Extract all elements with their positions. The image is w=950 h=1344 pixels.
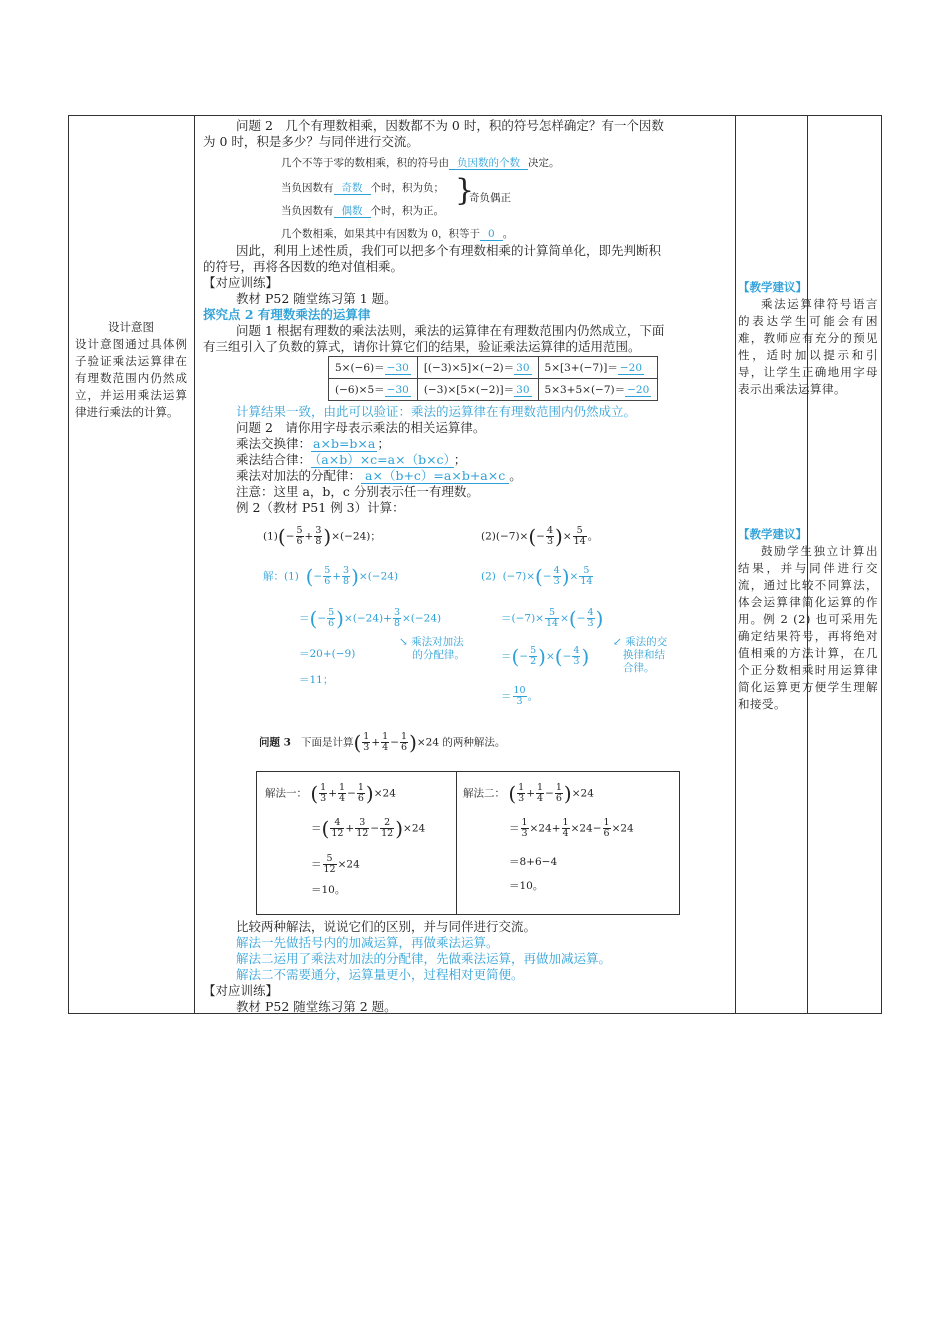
- answer-2: 解法二运用了乘法对加法的分配律，先做乘法运算，再做加减运算。: [236, 951, 612, 966]
- associative-law: 乘法结合律： （a×b）×c=a×（b×c） ；: [236, 452, 467, 467]
- method2-line1: 解法二： ( $\frac{1}{3}$ + $\frac{1}{4}$ − $\frac{1}{6}$ )×24: [463, 781, 594, 806]
- conclusion-line1: 因此，利用上述性质，我们可以把多个有理数相乘的计算简单化，即先判断积: [236, 243, 662, 258]
- method2-line3: ＝8+6−4: [509, 856, 558, 868]
- method1-line4: ＝10。: [311, 884, 346, 896]
- solution-2-line2: ＝(−7)× $\frac{5}{14}$ ×(− $\frac{4}{3}$ ): [501, 606, 604, 631]
- expression-table: [328, 356, 658, 401]
- table-cell: (−3)×[5×(−2)]＝ 30: [417, 379, 538, 401]
- table-row: [329, 357, 658, 379]
- law-answer: a×（b+c）=a×b+a×c: [361, 468, 509, 484]
- solutions-divider: [456, 772, 457, 914]
- law-answer: （a×b）×c=a×（b×c）: [311, 452, 454, 468]
- even-rule-text: 当负因数有: [281, 205, 334, 217]
- odd-rule-text: 当负因数有: [281, 182, 334, 194]
- law-label: 乘法对加法的分配律：: [236, 468, 362, 483]
- zero-rule: 几个数相乘，如果其中有因数为 0，积等于 0 。: [281, 228, 514, 240]
- zero-rule-answer: 0: [480, 228, 503, 241]
- method1-line2: ＝( $\frac{4}{12}$ + $\frac{3}{12}$ − $\frac{2}{12}$ )×24: [311, 816, 426, 841]
- conclusion-line2: 的符号，再将各因数的绝对值相乘。: [203, 259, 404, 274]
- example-title: 例 2（教材 P51 例 3）计算：: [236, 500, 405, 515]
- explore-q1-line1: 问题 1 根据有理数的乘法法则，乘法的运算律在有理数范围内仍然成立，下面: [236, 323, 665, 338]
- odd-rule-answer: 奇数: [334, 182, 371, 195]
- design-intent-text: 设计意图通过具体例子验证乘法运算律在有理数范围内仍然成立，并运用乘法运算律进行乘法的计算。: [75, 337, 187, 419]
- explore-q1-line2: 有三组引入了负数的算式，请你计算它们的结果，验证乘法运算律的适用范围。: [203, 339, 641, 354]
- solution-1-line3: ＝20+(−9): [299, 648, 356, 660]
- q3-statement: 问题 3 下面是计算( $\frac{1}{3}$ + $\frac{1}{4}$ − $\frac{1}{6}$ )×24 的两种解法。: [259, 730, 506, 755]
- table-cell: 5×3+5×(−7)＝ −20: [538, 379, 658, 401]
- lesson-table: [68, 115, 882, 1014]
- solution-2-line1: (2) (−7)×(− $\frac{4}{3}$ )× $\frac{5}{14}$: [481, 564, 593, 589]
- compare-text: 比较两种解法，说说它们的区别，并与同伴进行交流。: [236, 919, 537, 934]
- example-problem-2: (2)(−7)×(− $\frac{4}{3}$ )× $\frac{5}{14}$ 。: [481, 524, 599, 549]
- sign-rule-end: 决定。: [528, 157, 560, 169]
- zero-rule-text: 几个数相乘，如果其中有因数为 0，积等于: [281, 228, 481, 240]
- law-label: 乘法结合律：: [236, 452, 312, 467]
- verify-text: 计算结果一致，由此可以验证：乘法的运算律在有理数范围内仍然成立。: [236, 404, 637, 419]
- law-label: 乘法交换律：: [236, 436, 312, 451]
- tip-body: 乘法运算律符号语言的表达学生可能会有困难，教师应有充分的预见性，适时加以提示和引导，让学生正确地用字母表示出乘法运算律。: [738, 297, 878, 396]
- tip-body: 鼓励学生独立计算出结果，并与同伴进行交流，通过比较不同算法，体会运算律简化运算的作用。例 2 (2) 也可采用先确定结果符号，再将绝对值相乘的方法计算，在几个正分数相乘时用运算律简化运算更方便学生理解和接受。: [738, 544, 878, 711]
- teaching-tip-1: [738, 279, 878, 398]
- example-problem-1: (1)(− $\frac{5}{6}$ + $\frac{3}{8}$ )×(−24)；: [263, 524, 381, 549]
- method2-line2: ＝ $\frac{1}{3}$ ×24+ $\frac{1}{4}$ ×24− $\frac{1}{6}$ ×24: [509, 817, 634, 839]
- answer-3: 解法二不需要通分，运算量更小，过程相对更简便。: [236, 967, 524, 982]
- answer-1: 解法一先做括号内的加减运算，再做乘法运算。: [236, 935, 499, 950]
- odd-rule-end: 个时，积为负；: [370, 182, 444, 194]
- training-label: 【对应训练】: [203, 275, 279, 290]
- solution-2-note: ↙ 乘法的交 换律和结 合律。: [613, 636, 668, 674]
- even-rule-end: 个时，积为正。: [370, 205, 444, 217]
- training2-label: 【对应训练】: [203, 983, 279, 998]
- brace-symbol: }: [455, 173, 475, 208]
- table-cell: 5×[3+(−7)]＝ −20: [538, 357, 658, 379]
- solution-2-line3: ＝(− $\frac{5}{2}$ )×(− $\frac{4}{3}$ ): [501, 644, 590, 669]
- column-divider: [735, 116, 736, 1013]
- method1-line3: ＝ $\frac{5}{12}$ ×24: [311, 853, 360, 875]
- q2-line2: 为 0 时，积是多少？与同伴进行交流。: [203, 134, 419, 149]
- sign-rule-answer: 负因数的个数: [449, 157, 528, 170]
- sign-rule: [281, 155, 560, 171]
- design-intent-heading: 设计意图: [108, 320, 154, 334]
- solution-2-line4: ＝ $\frac{10}{3}$ 。: [501, 685, 539, 707]
- training-text: 教材 P52 随堂练习第 1 题。: [236, 291, 397, 306]
- column-divider: [194, 116, 195, 1013]
- table-cell: (−6)×5＝ −30: [329, 379, 418, 401]
- commutative-law: 乘法交换律： a×b=b×a ；: [236, 436, 390, 451]
- distributive-law: 乘法对加法的分配律： a×（b+c）=a×b+a×c 。: [236, 468, 522, 483]
- method2-line4: ＝10。: [509, 880, 544, 892]
- method1-line1: 解法一： ( $\frac{1}{3}$ + $\frac{1}{4}$ − $\frac{1}{6}$ )×24: [265, 781, 396, 806]
- table-cell: [(−3)×5]×(−2)＝ 30: [417, 357, 538, 379]
- table-row: [329, 379, 658, 401]
- solution-1-note: ↘ 乘法对加法 的分配律。: [399, 636, 465, 661]
- note-text: 注意：这里 a，b，c 分别表示任一有理数。: [236, 484, 479, 499]
- solution-1-line2: ＝(− $\frac{5}{6}$ )×(−24)+ $\frac{3}{8}$ ×(−24): [299, 606, 442, 631]
- even-rule-answer: 偶数: [334, 205, 371, 218]
- solution-1-line4: ＝11；: [299, 674, 334, 686]
- table-cell: 5×(−6)＝ −30: [329, 357, 418, 379]
- solution-1-line1: 解：(1) (− $\frac{5}{6}$ + $\frac{3}{8}$ )×(−24): [263, 564, 399, 589]
- even-rule: [281, 203, 444, 219]
- tip-title: 【教学建议】: [738, 527, 807, 541]
- odd-even-summary: 奇负偶正: [469, 192, 511, 204]
- design-intent: [75, 319, 187, 421]
- teaching-tip-2: [738, 526, 878, 713]
- training2-text: 教材 P52 随堂练习第 2 题。: [236, 999, 397, 1014]
- odd-rule: [281, 180, 444, 196]
- explore-title: 探究点 2 有理数乘法的运算律: [203, 307, 371, 322]
- sign-rule-text: 几个不等于零的数相乘，积的符号由: [281, 157, 449, 169]
- q2-line1: 问题 2 几个有理数相乘，因数都不为 0 时，积的符号怎样确定？有一个因数: [236, 118, 664, 133]
- law-answer: a×b=b×a: [313, 436, 376, 451]
- explore-q2: 问题 2 请你用字母表示乘法的相关运算律。: [236, 420, 486, 435]
- tip-title: 【教学建议】: [738, 280, 807, 294]
